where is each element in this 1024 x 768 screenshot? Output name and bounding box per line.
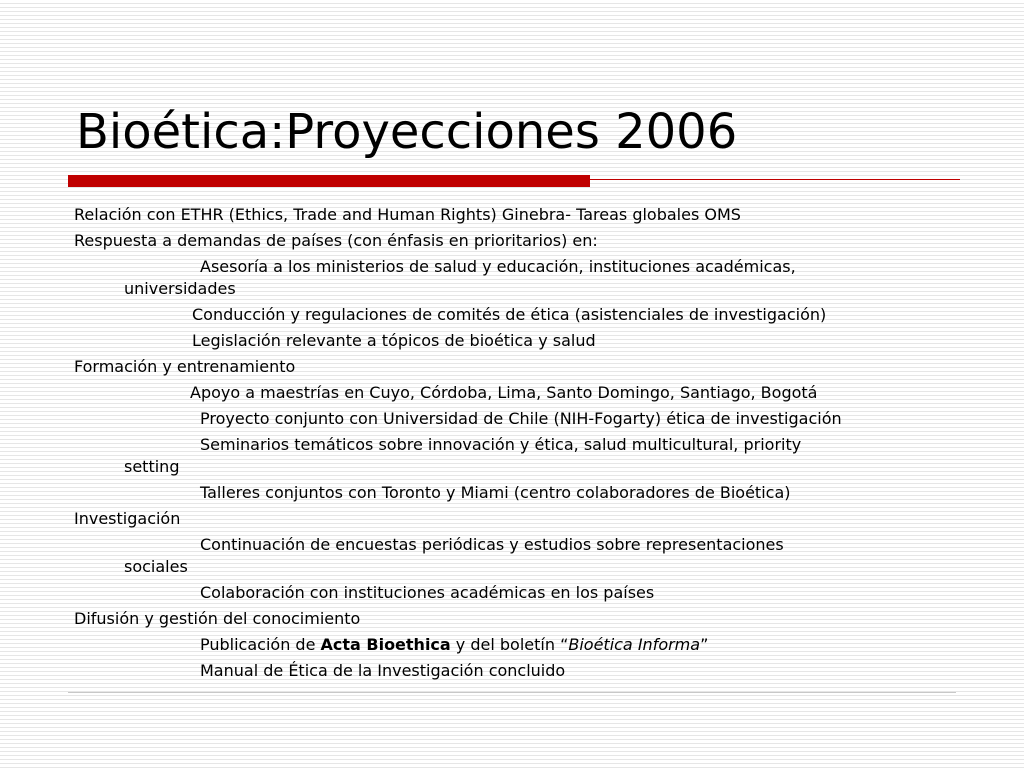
subitem-legislacion-text: Legislación relevante a tópicos de bioética y salud [192,331,596,350]
subitem-continuacion-line1: Continuación de encuestas periódicas y estudios sobre representaciones [200,535,784,554]
acta-bioethica-title: Acta Bioethica [320,635,451,654]
subitem-asesoria-line2: universidades [124,279,236,298]
subitem-seminarios-line1: Seminarios temáticos sobre innovación y ética, salud multicultural, priority [200,435,802,454]
subitem-talleres [74,482,954,504]
title-underline-thin [590,179,960,180]
subitem-legislacion [74,330,954,352]
subitem-colaboracion [74,582,954,604]
subitem-manual-text: Manual de Ética de la Investigación concluido [200,661,566,680]
publicacion-prefix: Publicación de [200,635,321,654]
item-investigacion: Investigación [74,509,181,528]
subitem-seminarios [74,434,954,478]
subitem-conduccion-text: Conducción y regulaciones de comités de ética (asistenciales de investigación) [192,305,827,324]
bioetica-informa-title: Bioética Informa [568,635,701,654]
item-difusion: Difusión y gestión del conocimiento [74,609,361,628]
footer-divider [68,692,956,693]
item-ethr: Relación con ETHR (Ethics, Trade and Human Rights) Ginebra- Tareas globales OMS [74,205,741,224]
subitem-continuacion-line2: sociales [124,557,188,576]
subitem-asesoria [74,256,954,300]
subitem-manual [74,660,954,682]
item-respuesta: Respuesta a demandas de países (con énfasis en prioritarios) en: [74,231,598,250]
slide-title: Bioética:Proyecciones 2006 [76,104,738,160]
subitem-proyecto [74,408,954,430]
item-formacion: Formación y entrenamiento [74,357,296,376]
subitem-apoyo-text: Apoyo a maestrías en Cuyo, Córdoba, Lima, Santo Domingo, Santiago, Bogotá [190,383,818,402]
title-underline-bar [68,175,590,187]
subitem-asesoria-line1: Asesoría a los ministerios de salud y educación, instituciones académicas, [200,257,796,276]
subitem-seminarios-line2: setting [124,457,180,476]
publicacion-middle: y del boletín “ [450,635,569,654]
publicacion-suffix: ” [700,635,709,654]
subitem-apoyo [74,382,954,404]
subitem-conduccion [74,304,954,326]
subitem-publicacion-text [74,634,954,656]
subitem-continuacion [74,534,954,578]
subitem-publicacion [74,634,954,656]
subitem-colaboracion-text: Colaboración con instituciones académicas en los países [200,583,655,602]
subitem-talleres-text: Talleres conjuntos con Toronto y Miami (centro colaboradores de Bioética) [200,483,791,502]
subitem-proyecto-text: Proyecto conjunto con Universidad de Chile (NIH-Fogarty) ética de investigación [200,409,842,428]
slide-body [74,204,954,682]
